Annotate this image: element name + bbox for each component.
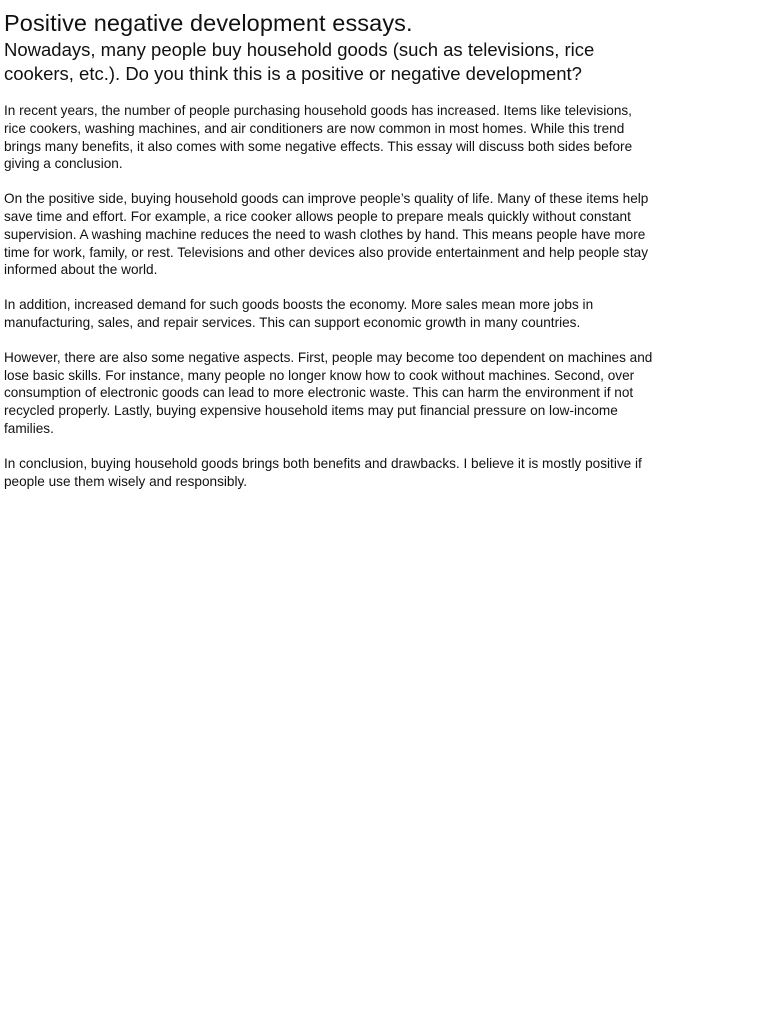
essay-document [4,8,656,507]
essay-paragraph-economy: In addition, increased demand for such goods boosts the economy. More sales mean more jobs in manufacturing, sales, and repair services. This can support economic growth in many countries. [4,297,594,330]
essay-paragraph-introduction: In recent years, the number of people purchasing household goods has increased. Items like televisions, rice cookers, washing machines, and air conditioners are now common in most homes. While this trend brings many benefits, it also comes with some negative effects. This essay will discuss both sides before giving a conclusion. [4,103,633,172]
essay-paragraph-conclusion: In conclusion, buying household goods brings both benefits and drawbacks. I believe it is mostly positive if people use them wisely and responsibly. [4,455,642,489]
essay-paragraph-negative-side: However, there are also some negative aspects. First, people may become too dependent on machines and lose basic skills. For instance, many people no longer know how to cook without machines. Second, over consumption of electronic goods can lead to more electronic waste. This can harm the environment if not recycled properly. Lastly, buying expensive household items may put financial pressure on low-income families. [4,349,653,436]
essay-paragraph-positive-side: On the positive side, buying household goods can improve people’s quality of life. Many of these items help save time and effort. For example, a rice cooker allows people to prepare meals quickly without constant supervision. A washing machine reduces the need to wash clothes by hand. This means people have more time for work, family, or rest. Televisions and other devices also provide entertainment and help people stay informed about the world. [4,191,649,278]
essay-title: Positive negative development essays. [4,10,413,36]
essay-question: Nowadays, many people buy household goods (such as televisions, rice cookers, etc.). Do you think this is a positive or negative development? [4,39,595,84]
